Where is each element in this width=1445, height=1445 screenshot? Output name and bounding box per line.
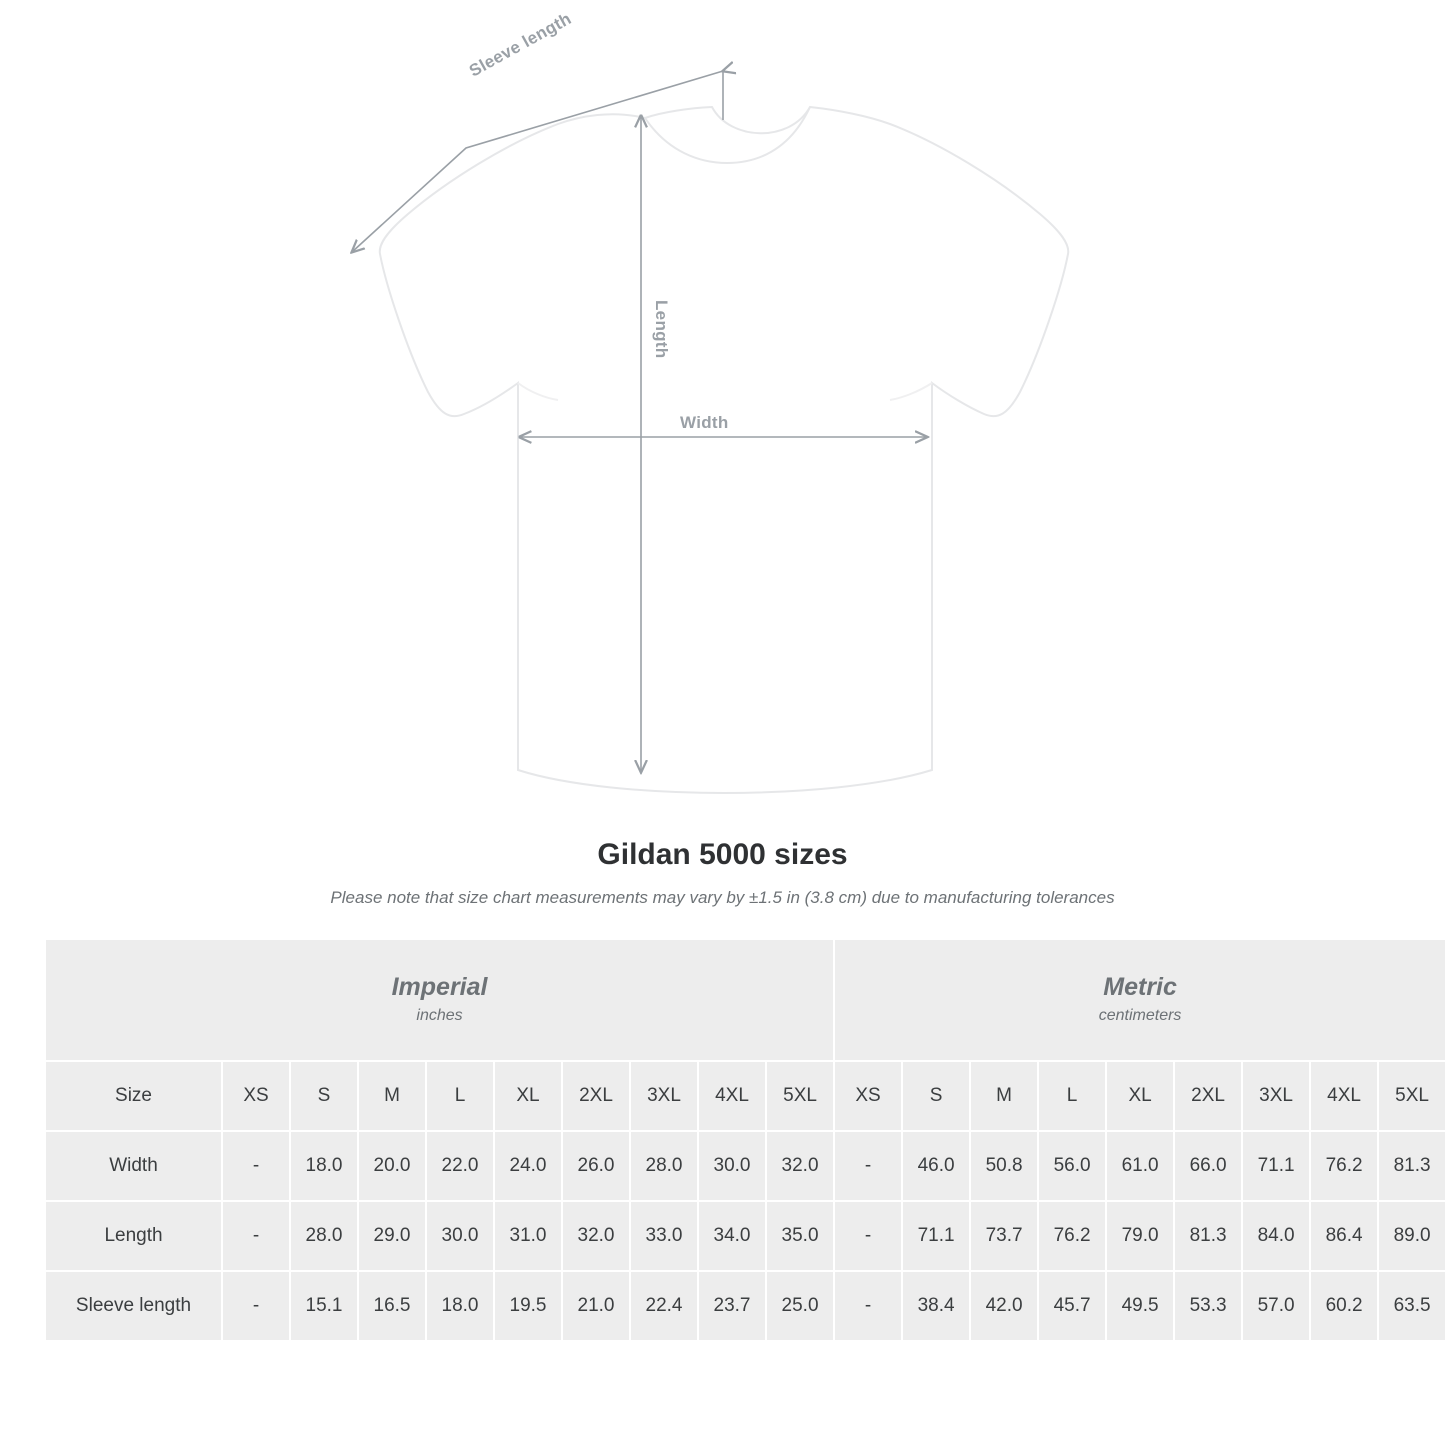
col-head-metric-m: M <box>971 1062 1037 1130</box>
cell-width-metric-xl: 61.0 <box>1107 1132 1173 1200</box>
cell-length-imperial-m: 29.0 <box>359 1202 425 1270</box>
size-label-cell: Size <box>46 1062 221 1130</box>
cell-length-metric-2xl: 81.3 <box>1175 1202 1241 1270</box>
col-head-imperial-m: M <box>359 1062 425 1130</box>
cell-length-metric-l: 76.2 <box>1039 1202 1105 1270</box>
cell-width-imperial-l: 22.0 <box>427 1132 493 1200</box>
row-label-length: Length <box>46 1202 221 1270</box>
cell-length-metric-3xl: 84.0 <box>1243 1202 1309 1270</box>
cell-width-metric-2xl: 66.0 <box>1175 1132 1241 1200</box>
col-head-metric-l: L <box>1039 1062 1105 1130</box>
size-table <box>44 938 1445 1342</box>
col-head-metric-xl: XL <box>1107 1062 1173 1130</box>
cell-length-imperial-xs: - <box>223 1202 289 1270</box>
cell-sleeve-imperial-2xl: 21.0 <box>563 1272 629 1340</box>
sleeve-length-label: Sleeve length <box>466 8 575 81</box>
cell-sleeve-imperial-5xl: 25.0 <box>767 1272 833 1340</box>
cell-sleeve-metric-s: 38.4 <box>903 1272 969 1340</box>
cell-width-metric-3xl: 71.1 <box>1243 1132 1309 1200</box>
page-title: Gildan 5000 sizes <box>597 838 848 871</box>
cell-length-metric-5xl: 89.0 <box>1379 1202 1445 1270</box>
metric-unit-name: Metric <box>1103 972 1177 1001</box>
col-head-metric-4xl: 4XL <box>1311 1062 1377 1130</box>
col-head-imperial-3xl: 3XL <box>631 1062 697 1130</box>
cell-length-imperial-3xl: 33.0 <box>631 1202 697 1270</box>
cell-length-metric-xs: - <box>835 1202 901 1270</box>
col-head-metric-2xl: 2XL <box>1175 1062 1241 1130</box>
cell-sleeve-metric-xl: 49.5 <box>1107 1272 1173 1340</box>
col-head-imperial-2xl: 2XL <box>563 1062 629 1130</box>
col-head-imperial-xl: XL <box>495 1062 561 1130</box>
tshirt-shape <box>380 107 1069 793</box>
cell-sleeve-imperial-3xl: 22.4 <box>631 1272 697 1340</box>
cell-sleeve-imperial-l: 18.0 <box>427 1272 493 1340</box>
cell-width-metric-s: 46.0 <box>903 1132 969 1200</box>
cell-sleeve-metric-3xl: 57.0 <box>1243 1272 1309 1340</box>
cell-width-imperial-2xl: 26.0 <box>563 1132 629 1200</box>
size-header-row <box>46 1062 1445 1130</box>
cell-width-imperial-xl: 24.0 <box>495 1132 561 1200</box>
cell-width-metric-l: 56.0 <box>1039 1132 1105 1200</box>
col-head-imperial-4xl: 4XL <box>699 1062 765 1130</box>
metric-header-cell <box>835 940 1445 1060</box>
cell-width-metric-4xl: 76.2 <box>1311 1132 1377 1200</box>
cell-sleeve-metric-m: 42.0 <box>971 1272 1037 1340</box>
cell-sleeve-metric-2xl: 53.3 <box>1175 1272 1241 1340</box>
col-head-metric-s: S <box>903 1062 969 1130</box>
cell-width-metric-xs: - <box>835 1132 901 1200</box>
col-head-metric-5xl: 5XL <box>1379 1062 1445 1130</box>
cell-sleeve-metric-5xl: 63.5 <box>1379 1272 1445 1340</box>
cell-width-imperial-5xl: 32.0 <box>767 1132 833 1200</box>
row-label-width: Width <box>46 1132 221 1200</box>
cell-length-imperial-5xl: 35.0 <box>767 1202 833 1270</box>
cell-sleeve-metric-4xl: 60.2 <box>1311 1272 1377 1340</box>
cell-sleeve-imperial-m: 16.5 <box>359 1272 425 1340</box>
cell-length-metric-4xl: 86.4 <box>1311 1202 1377 1270</box>
row-label-sleeve-length: Sleeve length <box>46 1272 221 1340</box>
cell-length-imperial-xl: 31.0 <box>495 1202 561 1270</box>
col-head-metric-3xl: 3XL <box>1243 1062 1309 1130</box>
cell-sleeve-imperial-s: 15.1 <box>291 1272 357 1340</box>
cell-length-metric-xl: 79.0 <box>1107 1202 1173 1270</box>
cell-sleeve-metric-xs: - <box>835 1272 901 1340</box>
cell-length-imperial-2xl: 32.0 <box>563 1202 629 1270</box>
table-row <box>46 1132 1445 1200</box>
cell-width-metric-5xl: 81.3 <box>1379 1132 1445 1200</box>
cell-width-imperial-3xl: 28.0 <box>631 1132 697 1200</box>
cell-length-imperial-l: 30.0 <box>427 1202 493 1270</box>
col-head-imperial-5xl: 5XL <box>767 1062 833 1130</box>
size-table-wrap <box>44 938 1431 1342</box>
cell-width-imperial-4xl: 30.0 <box>699 1132 765 1200</box>
cell-length-imperial-4xl: 34.0 <box>699 1202 765 1270</box>
cell-sleeve-imperial-xs: - <box>223 1272 289 1340</box>
imperial-unit-name: Imperial <box>391 972 488 1001</box>
cell-length-metric-s: 71.1 <box>903 1202 969 1270</box>
cell-sleeve-imperial-xl: 19.5 <box>495 1272 561 1340</box>
measurement-note: Please note that size chart measurements may vary by ±1.5 in (3.8 cm) due to manufacturing tolerances <box>330 888 1115 907</box>
col-head-metric-xs: XS <box>835 1062 901 1130</box>
cell-width-imperial-m: 20.0 <box>359 1132 425 1200</box>
length-label: Length <box>652 300 671 359</box>
table-row <box>46 1202 1445 1270</box>
title-block <box>0 838 1445 908</box>
col-head-imperial-l: L <box>427 1062 493 1130</box>
col-head-imperial-s: S <box>291 1062 357 1130</box>
cell-width-metric-m: 50.8 <box>971 1132 1037 1200</box>
cell-width-imperial-xs: - <box>223 1132 289 1200</box>
cell-sleeve-imperial-4xl: 23.7 <box>699 1272 765 1340</box>
width-label: Width <box>680 413 729 432</box>
imperial-header-cell <box>46 940 833 1060</box>
cell-length-imperial-s: 28.0 <box>291 1202 357 1270</box>
cell-sleeve-metric-l: 45.7 <box>1039 1272 1105 1340</box>
cell-width-imperial-s: 18.0 <box>291 1132 357 1200</box>
col-head-imperial-xs: XS <box>223 1062 289 1130</box>
units-header-row <box>46 940 1445 1060</box>
cell-length-metric-m: 73.7 <box>971 1202 1037 1270</box>
table-row <box>46 1272 1445 1340</box>
metric-unit-sub: centimeters <box>1098 1006 1182 1024</box>
imperial-unit-sub: inches <box>416 1006 463 1024</box>
